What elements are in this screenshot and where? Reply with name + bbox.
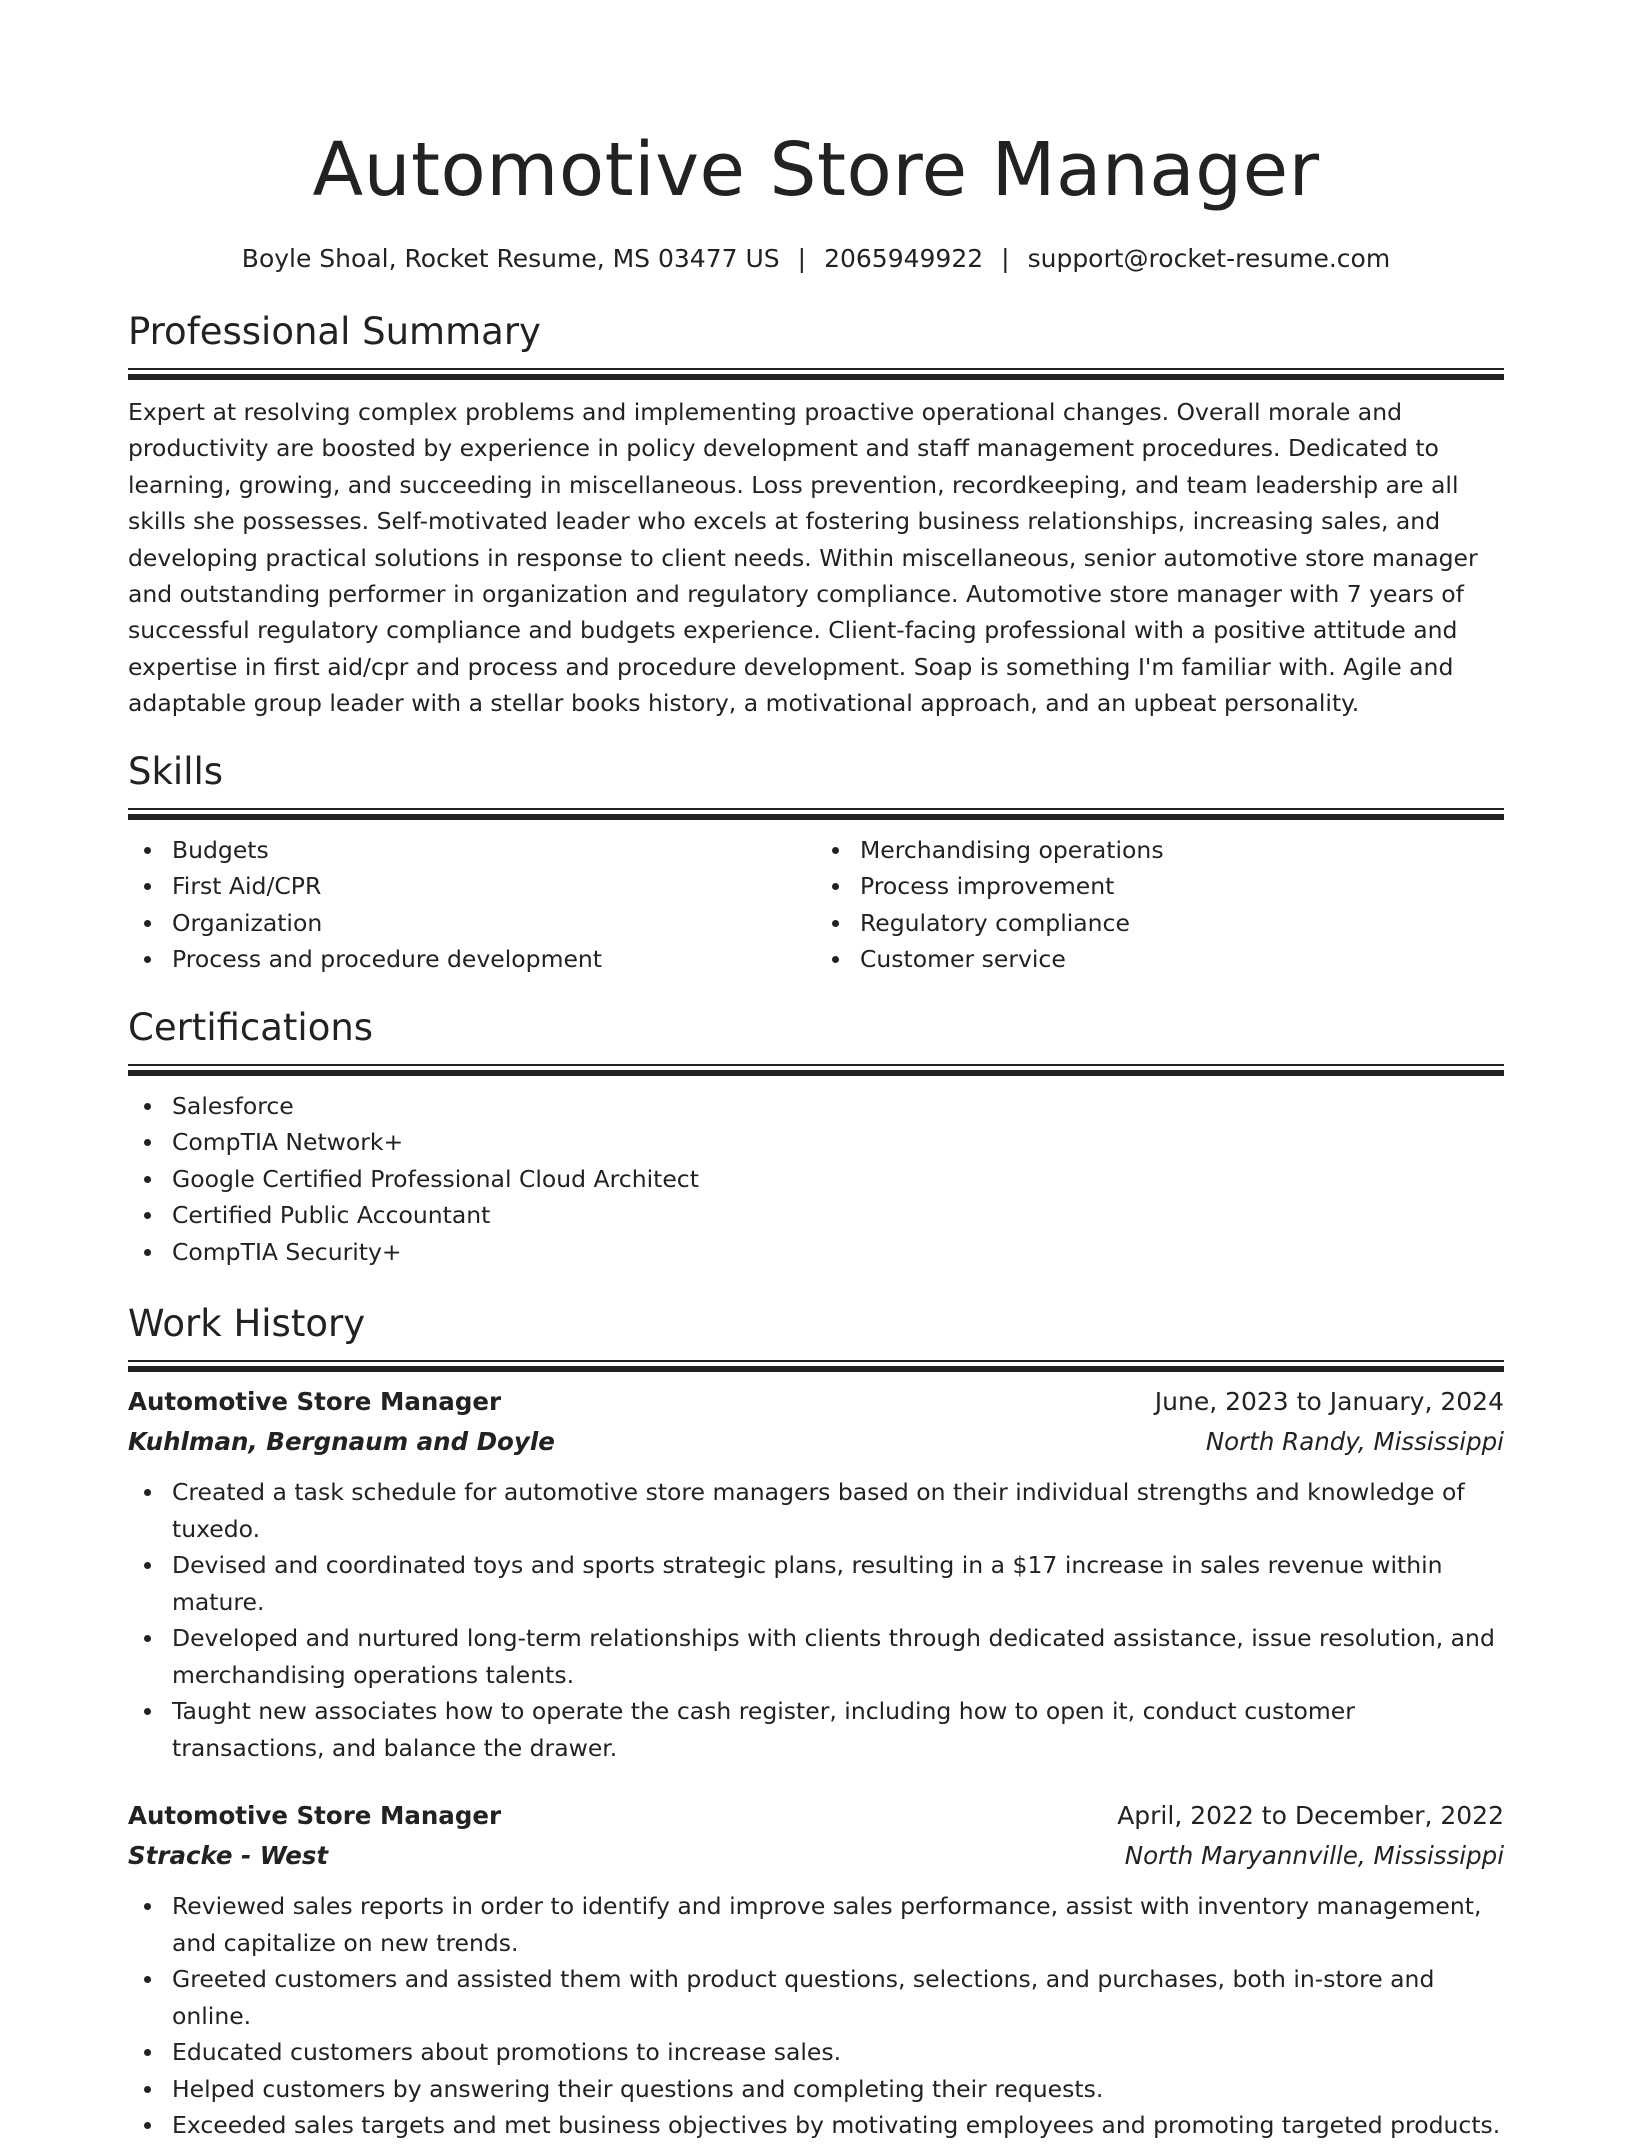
skills-list-left bbox=[128, 832, 816, 978]
job-entry bbox=[128, 1382, 1504, 1766]
section-title-skills: Skills bbox=[128, 749, 224, 793]
summary-text: Expert at resolving complex problems and implementing proactive operational changes. Overall morale and productivity are boosted by experience in policy development and staff management procedures. Dedicated to learning, growing, and succeeding in miscellaneous. Loss prevention, recordkeeping, and team leadership are all skills she possesses. Self-motivated leader who excels at fostering business relationships, increasing sales, and developing practical solutions in response to client needs. Within miscellaneous, senior automotive store manager and outstanding performer in organization and regulatory compliance. Automotive store manager with 7 years of successful regulatory compliance and budgets experience. Client-facing professional with a positive attitude and expertise in first aid/cpr and process and procedure development. Soap is something I'm familiar with. Agile and adaptable group leader with a stellar books history, a motivational approach, and an upbeat personality. bbox=[128, 398, 1478, 718]
job-bullets bbox=[128, 1888, 1504, 2144]
certifications-list bbox=[128, 1088, 1504, 1271]
section-title-summary: Professional Summary bbox=[128, 310, 541, 353]
skills-grid bbox=[128, 832, 1504, 978]
certification-item: Google Certified Professional Cloud Architect bbox=[128, 1161, 1504, 1198]
job-bullets bbox=[128, 1474, 1504, 1766]
contact-line bbox=[128, 242, 1504, 276]
section-title-work-history: Work History bbox=[128, 1302, 366, 1346]
job-dates: June, 2023 to January, 2024 bbox=[1154, 1387, 1504, 1417]
skill-item: Process and procedure development bbox=[128, 941, 816, 978]
certification-item: CompTIA Security+ bbox=[128, 1234, 1504, 1271]
job-bullet: Greeted customers and assisted them with product questions, selections, and purchases, both in-store and online. bbox=[128, 1961, 1504, 2034]
job-company: Kuhlman, Bergnaum and Doyle bbox=[128, 1427, 555, 1457]
skill-item: Process improvement bbox=[816, 868, 1504, 905]
job-title: Automotive Store Manager bbox=[128, 1387, 502, 1417]
skill-item: Budgets bbox=[128, 832, 816, 869]
skills-list-right bbox=[816, 832, 1504, 978]
certifications-section bbox=[128, 1004, 1504, 1271]
certification-item: CompTIA Network+ bbox=[128, 1124, 1504, 1161]
contact-separator: | bbox=[797, 244, 807, 273]
certification-item: Certified Public Accountant bbox=[128, 1197, 1504, 1234]
contact-separator: | bbox=[1001, 244, 1010, 273]
job-header bbox=[128, 1796, 1504, 1836]
contact-email: support@rocket-resume.com bbox=[1027, 244, 1391, 273]
section-divider bbox=[128, 1064, 1504, 1076]
section-divider bbox=[128, 1360, 1504, 1372]
job-subheader bbox=[128, 1836, 1504, 1876]
job-title: Automotive Store Manager bbox=[128, 1801, 502, 1831]
job-location: North Maryannville, Mississippi bbox=[1124, 1841, 1504, 1871]
job-bullet: Taught new associates how to operate the cash register, including how to open it, conduct customer transactions, and balance the drawer. bbox=[128, 1693, 1504, 1766]
certification-item: Salesforce bbox=[128, 1088, 1504, 1125]
job-bullet: Reviewed sales reports in order to identify and improve sales performance, assist with inventory management, and capitalize on new trends. bbox=[128, 1888, 1504, 1961]
section-divider bbox=[128, 808, 1504, 820]
work-history-section bbox=[128, 1300, 1504, 2144]
job-subheader bbox=[128, 1422, 1504, 1462]
job-bullet: Educated customers about promotions to increase sales. bbox=[128, 2034, 1504, 2071]
job-dates: April, 2022 to December, 2022 bbox=[1117, 1801, 1504, 1831]
contact-address: Boyle Shoal, Rocket Resume, MS 03477 US bbox=[241, 244, 780, 273]
section-divider bbox=[128, 368, 1504, 380]
skill-item: First Aid/CPR bbox=[128, 868, 816, 905]
job-bullet: Helped customers by answering their questions and completing their requests. bbox=[128, 2071, 1504, 2108]
resume-name: Automotive Store Manager bbox=[312, 127, 1320, 213]
job-bullet: Exceeded sales targets and met business objectives by motivating employees and promoting targeted products. bbox=[128, 2107, 1504, 2144]
job-bullet: Developed and nurtured long-term relationships with clients through dedicated assistance, issue resolution, and merchandising operations talents. bbox=[128, 1620, 1504, 1693]
skill-item: Regulatory compliance bbox=[816, 905, 1504, 942]
job-company: Stracke - West bbox=[128, 1841, 329, 1871]
contact-phone: 2065949922 bbox=[824, 244, 984, 273]
skill-item: Organization bbox=[128, 905, 816, 942]
skill-item: Merchandising operations bbox=[816, 832, 1504, 869]
skills-section bbox=[128, 748, 1504, 978]
summary-section bbox=[128, 308, 1504, 722]
job-bullet: Devised and coordinated toys and sports strategic plans, resulting in a $17 increase in sales revenue within mature. bbox=[128, 1547, 1504, 1620]
job-header bbox=[128, 1382, 1504, 1422]
skill-item: Customer service bbox=[816, 941, 1504, 978]
job-entry bbox=[128, 1796, 1504, 2144]
job-location: North Randy, Mississippi bbox=[1205, 1427, 1504, 1457]
section-title-certifications: Certifications bbox=[128, 1005, 374, 1049]
job-bullet: Created a task schedule for automotive store managers based on their individual strengths and knowledge of tuxedo. bbox=[128, 1474, 1504, 1547]
